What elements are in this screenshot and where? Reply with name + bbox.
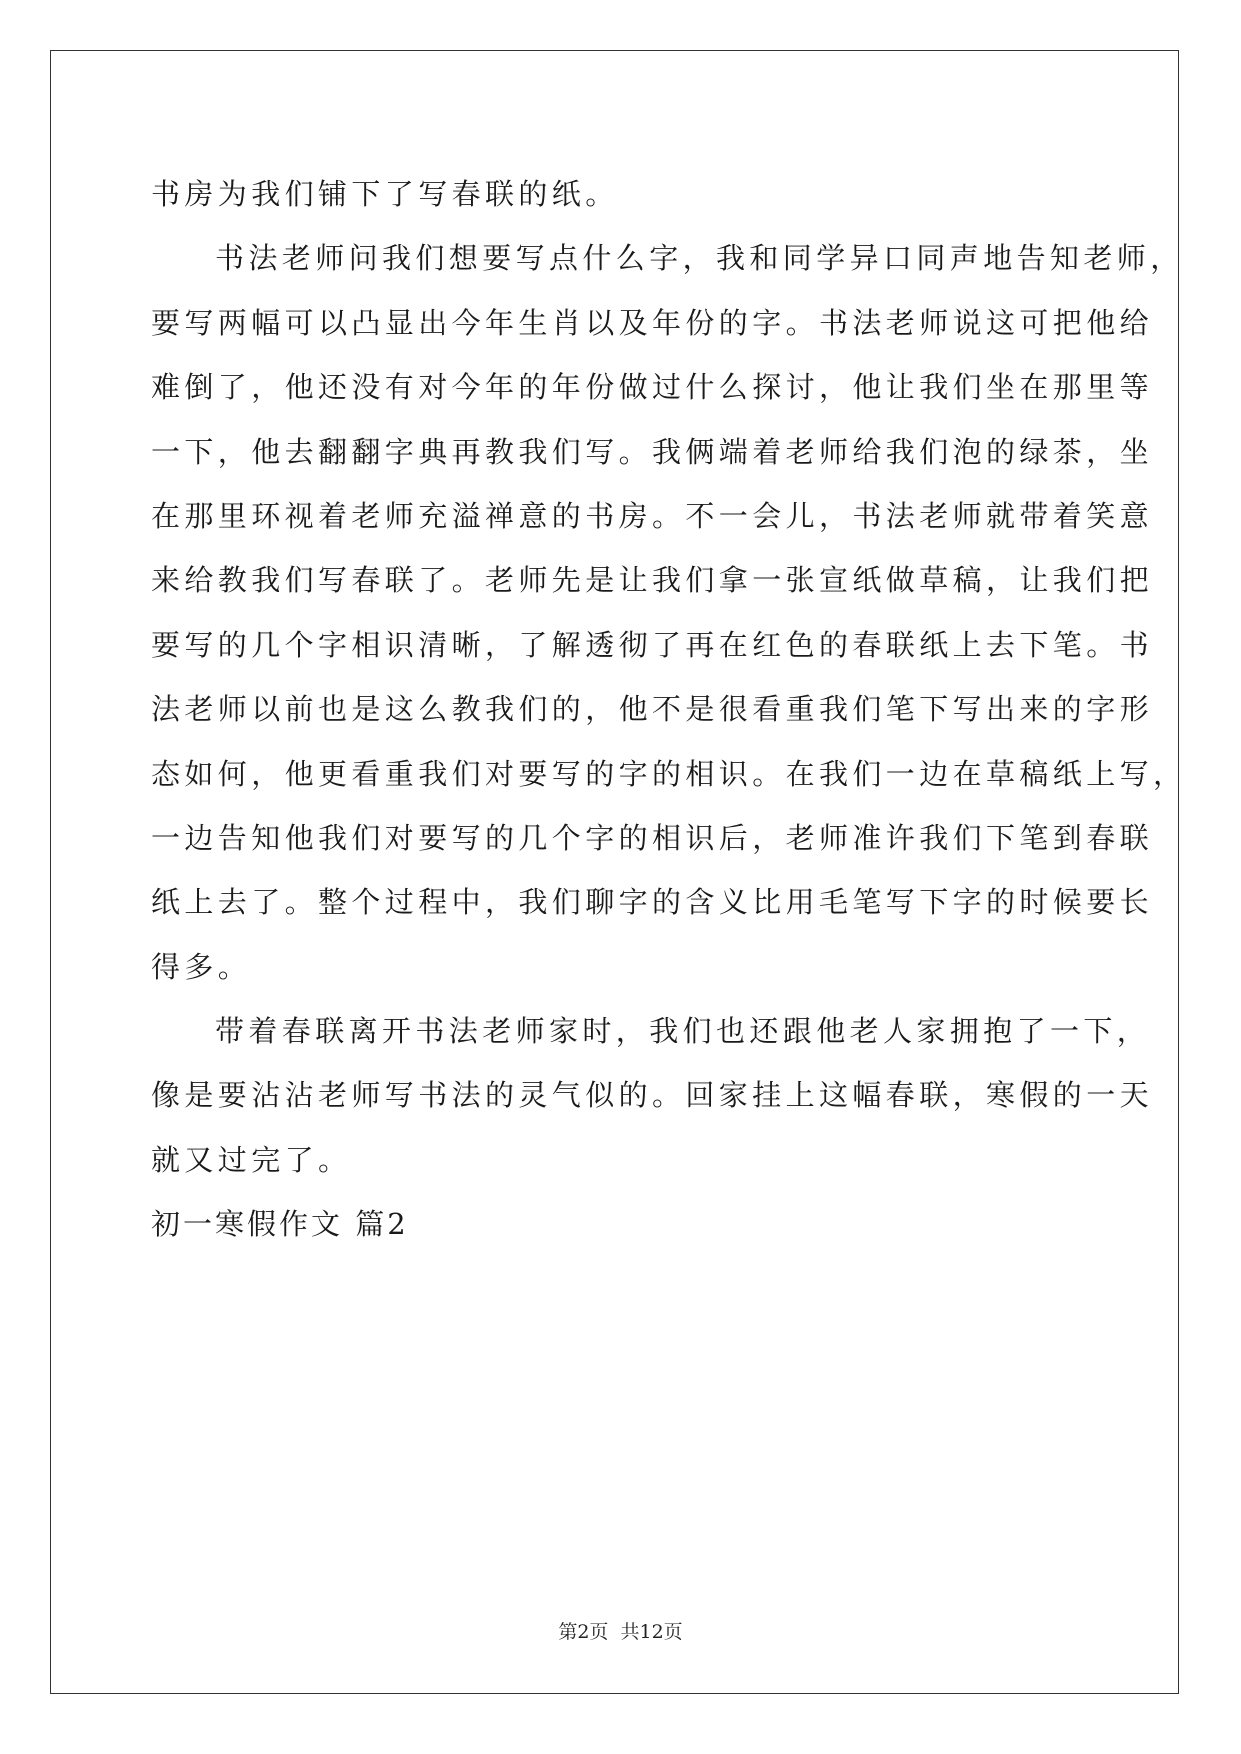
- text-line: 就又过完了。: [151, 1142, 352, 1177]
- text-line: 法老师以前也是这么教我们的，他不是很看重我们笔下写出来的字形: [151, 692, 1154, 727]
- text-line: 要写两幅可以凸显出今年生肖以及年份的字。书法老师说这可把他给: [151, 305, 1154, 340]
- page-number-footer: 第2页 共12页: [558, 1621, 683, 1643]
- text-line: 来给教我们写春联了。老师先是让我们拿一张宣纸做草稿，让我们把: [151, 563, 1154, 598]
- text-line: 要写的几个字相识清晰，了解透彻了再在红色的春联纸上去下笔。书: [151, 627, 1154, 662]
- text-line: 难倒了，他还没有对今年的年份做过什么探讨，他让我们坐在那里等: [151, 370, 1154, 405]
- section-heading: 初一寒假作文 篇2: [151, 1207, 409, 1242]
- text-line: 像是要沾沾老师写书法的灵气似的。回家挂上这幅春联，寒假的一天: [151, 1078, 1154, 1113]
- text-line: 书房为我们铺下了写春联的纸。: [151, 177, 619, 211]
- text-line: 带着春联离开书法老师家时，我们也还跟他老人家拥抱了一下，: [215, 1014, 1151, 1049]
- text-line: 纸上去了。整个过程中，我们聊字的含义比用毛笔写下字的时候要长: [151, 885, 1154, 920]
- text-line: 一下，他去翻翻字典再教我们写。我俩端着老师给我们泡的绿茶，坐: [151, 434, 1154, 469]
- text-line: 一边告知他我们对要写的几个字的相识后，老师准许我们下笔到春联: [151, 820, 1154, 855]
- document-body: [151, 162, 1187, 1257]
- text-line: 在那里环视着老师充溢禅意的书房。不一会儿，书法老师就带着笑意: [151, 498, 1154, 533]
- text-line: 得多。: [151, 949, 252, 984]
- text-line: 态如何，他更看重我们对要写的字的相识。在我们一边在草稿纸上写，: [151, 756, 1187, 791]
- text-line: 书法老师问我们想要写点什么字，我和同学异口同声地告知老师，: [215, 241, 1184, 276]
